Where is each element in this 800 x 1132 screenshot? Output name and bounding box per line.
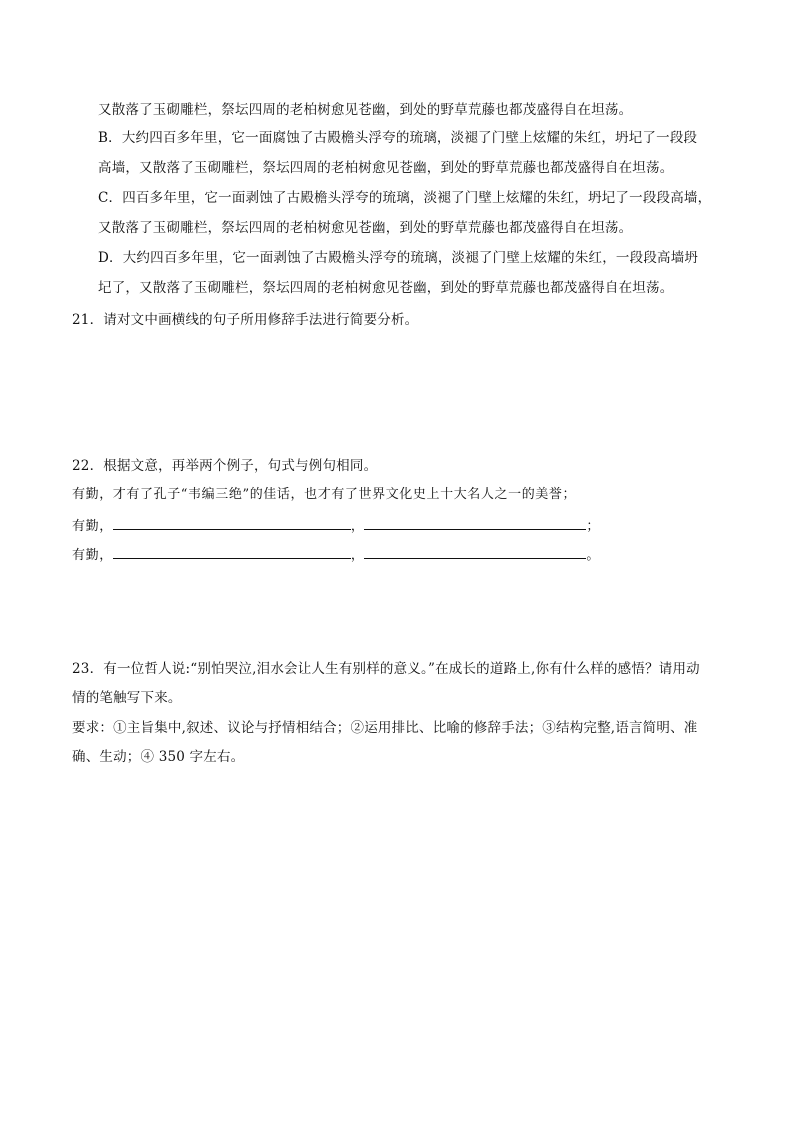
fill-row-1-prefix: 有勤， (72, 519, 113, 534)
question-22-example: 有勤，才有了孔子“韦编三绝”的佳话，也才有了世界文化史上十大名人之一的美誉； (72, 487, 577, 502)
fill-row-1-end: ； (586, 519, 601, 534)
question-23-requirements-2: 确、生动；④ 350 字左右。 (72, 749, 245, 765)
option-b-line-2: 高墙，又散落了玉砌雕栏，祭坛四周的老柏树愈见苍幽，到处的野草荒藤也都茂盛得自在坦荡。 (98, 160, 674, 176)
question-23-requirements-1: 要求：①主旨集中,叙述、议论与抒情相结合；②运用排比、比喻的修辞手法；③结构完整,语言简明、准 (72, 720, 698, 736)
answer-blank-2b[interactable] (364, 545, 586, 559)
option-b-line-1: B．大约四百多年里，它一面腐蚀了古殿檐头浮夸的琉璃，淡褪了门壁上炫耀的朱红，坍圮了一段段 (98, 130, 698, 146)
question-23-line-1: 23．有一位哲人说:“别怕哭泣,泪水会让人生有别样的意义。”在成长的道路上,你有什么样的感悟？请用动 (72, 661, 700, 677)
question-21: 21．请对文中画横线的句子所用修辞手法进行简要分析。 (72, 312, 419, 328)
option-c-line-1: C．四百多年里，它一面剥蚀了古殿檐头浮夸的琉璃，淡褪了门壁上炫耀的朱红，坍圮了一段段高墙， (98, 190, 712, 206)
fill-row-1-comma: ， (350, 519, 365, 534)
option-c-line-2: 又散落了玉砌雕栏，祭坛四周的老柏树愈见苍幽，到处的野草荒藤也都茂盛得自在坦荡。 (98, 220, 633, 236)
question-22-fill-row-2 (72, 545, 600, 564)
question-22-prompt: 22．根据文意，再举两个例子，句式与例句相同。 (72, 458, 378, 474)
fill-row-2-prefix: 有勤， (72, 548, 113, 563)
fill-row-2-comma: ， (350, 548, 365, 563)
answer-blank-1a[interactable] (113, 516, 351, 530)
answer-blank-2a[interactable] (113, 545, 351, 559)
fill-row-2-end: 。 (586, 548, 601, 563)
question-23-line-2: 情的笔触写下来。 (72, 690, 182, 706)
answer-blank-1b[interactable] (364, 516, 586, 530)
question-22-fill-row-1 (72, 516, 600, 535)
option-a-continuation: 又散落了玉砌雕栏，祭坛四周的老柏树愈见苍幽，到处的野草荒藤也都茂盛得自在坦荡。 (98, 102, 633, 118)
option-d-line-2: 圮了，又散落了玉砌雕栏，祭坛四周的老柏树愈见苍幽，到处的野草荒藤也都茂盛得自在坦荡。 (98, 280, 674, 296)
option-d-line-1: D．大约四百多年里，它一面剥蚀了古殿檐头浮夸的琉璃，淡褪了门壁上炫耀的朱红，一段段高墙坍 (98, 250, 699, 266)
